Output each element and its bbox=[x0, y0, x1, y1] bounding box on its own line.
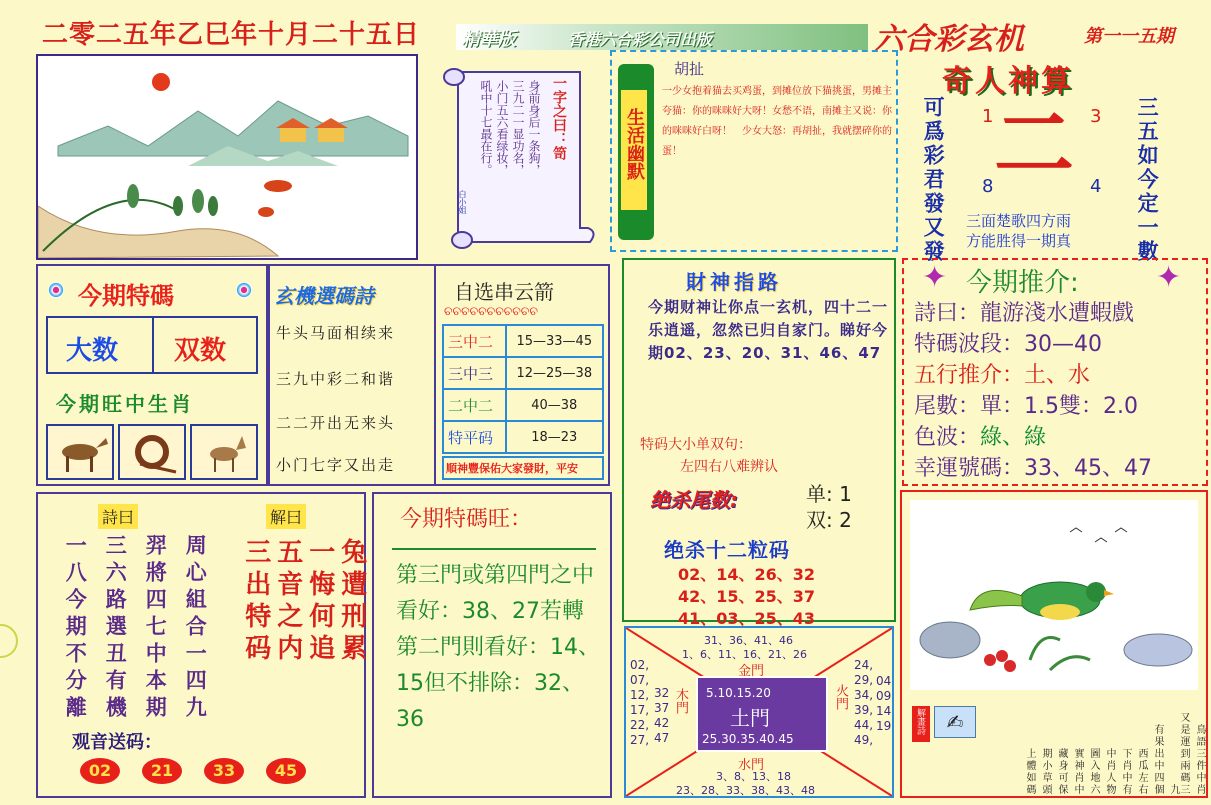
tema-big: 大数 bbox=[66, 336, 119, 366]
men-num: 17, bbox=[630, 703, 650, 717]
kill12-row: 42、15、25、37 bbox=[678, 587, 816, 606]
tema-panel bbox=[36, 264, 268, 486]
row-value: 15—33—45 bbox=[506, 325, 603, 357]
poem-col: 周心組合一四九 bbox=[183, 534, 209, 723]
kill12-row: 02、14、26、32 bbox=[678, 565, 816, 584]
row-key: 特平码 bbox=[443, 421, 506, 453]
tuijie-row bbox=[914, 358, 1090, 389]
wang-title: 今期特碼旺： bbox=[400, 507, 533, 532]
poem-panel bbox=[36, 492, 366, 798]
men-num: 27, bbox=[630, 733, 650, 747]
qiren-line-1: 三面楚歌四方雨 bbox=[966, 212, 1072, 230]
tuijie-title: 今期推介: bbox=[966, 268, 1079, 298]
tema-title: 今期特碼 bbox=[78, 282, 174, 310]
xuanji-panel bbox=[268, 264, 436, 486]
men-num: 29, bbox=[854, 673, 874, 687]
men-num: 22, bbox=[630, 718, 650, 732]
scroll-col-3: 三九二一显功名， bbox=[511, 80, 525, 176]
poem-col: 一八今期不分離 bbox=[63, 534, 89, 723]
jie-col: 三出特码 bbox=[240, 538, 271, 666]
caishen-body: 今期财神让你点一玄机，四十二一乐逍遥，忽然已归自家门。睇好今期02、23、20、31、46、47 bbox=[648, 298, 889, 362]
table-row bbox=[443, 325, 603, 357]
wang-panel bbox=[372, 492, 612, 798]
number-ball: 45 bbox=[266, 758, 306, 784]
zodiac-snake bbox=[118, 424, 186, 480]
men-left-nums2 bbox=[654, 686, 669, 746]
tuijie-row bbox=[914, 296, 1134, 327]
humor-tag-box bbox=[618, 64, 654, 240]
humor-tag: 生活幽默 bbox=[624, 108, 645, 180]
sparkle-icon: ✦ bbox=[1156, 260, 1182, 295]
xuanji-line: 三九中彩二和谐 bbox=[276, 370, 396, 388]
date-header: 二零二五年乙巳年十月二十五日 bbox=[42, 20, 421, 50]
target-icon bbox=[48, 282, 64, 298]
men-right-nums bbox=[854, 658, 873, 748]
men-center-bot: 25.30.35.40.45 bbox=[702, 732, 794, 746]
zodiac-goat bbox=[190, 424, 258, 480]
guanyin-label: 观音送码： bbox=[72, 732, 162, 753]
qiren-center: 二 bbox=[994, 97, 1074, 191]
jie-col: 一悔何追 bbox=[304, 538, 335, 666]
publisher-label: 香港六合彩公司出版 bbox=[568, 30, 713, 49]
zodiac-horse bbox=[46, 424, 114, 480]
men-bot-nums2: 23、28、33、38、43、48 bbox=[676, 784, 815, 797]
tuijie-value: 土、水 bbox=[1024, 363, 1091, 388]
kill12-title: 绝杀十二粒码 bbox=[664, 538, 790, 562]
scroll-col-1: 一字之曰：笥 bbox=[551, 76, 567, 160]
men-num: 42 bbox=[654, 716, 670, 730]
caishen-panel bbox=[622, 258, 896, 628]
jiehua-col: 圖入地六 bbox=[1088, 748, 1099, 796]
men-right-label: 火門 bbox=[833, 684, 848, 710]
jie-col: 兔遭刑累 bbox=[336, 538, 367, 666]
bird-picture bbox=[910, 500, 1198, 690]
table-row bbox=[443, 357, 603, 389]
qiren-title: 奇人神算 bbox=[942, 64, 1074, 99]
brand-title: 六合彩玄机 bbox=[874, 22, 1024, 57]
zixuan-panel bbox=[434, 264, 610, 486]
row-value: 40—38 bbox=[506, 389, 603, 421]
kill-tail-title: 绝杀尾数: bbox=[650, 488, 738, 512]
caishen-sub2: 左四右八难辨认 bbox=[680, 459, 778, 475]
wang-text: 第三門或第四門之中看好：38、27若轉第二門則看好：14、15但不排除：32、36 bbox=[396, 563, 600, 732]
jiehua-col: 下肖中有 bbox=[1120, 748, 1131, 796]
men-bot-nums: 3、8、13、18 bbox=[716, 770, 791, 783]
jie-label: 解曰 bbox=[266, 504, 306, 529]
tuijie-key: 詩曰： bbox=[914, 301, 981, 326]
men-top-label: 金門 bbox=[738, 664, 765, 679]
caishen-title: 財神指路 bbox=[686, 270, 782, 294]
number-ball: 33 bbox=[204, 758, 244, 784]
row-key: 三中二 bbox=[443, 325, 506, 357]
scroll-seal: 白小姐 bbox=[458, 190, 467, 214]
men-num: 14 bbox=[876, 704, 892, 718]
men-num: 07, bbox=[630, 673, 650, 687]
jiehua-col: 又是運到兩碼三九 bbox=[1168, 712, 1189, 796]
zixuan-spirals: ଚଚଚଚଚଚଚଚଚଚଚ bbox=[444, 304, 538, 318]
row-value: 18—23 bbox=[506, 421, 603, 453]
qiren-num-3: 3 bbox=[1090, 106, 1102, 127]
humor-body: 一少女抱着猫去买鸡蛋，到摊位放下猫挑蛋，男摊主夸猫：你的咪咪好大呀！女愁不语，南摊主又说：你的咪咪好白呀！ 少女大怒：再胡扯，我就摆碎你的蛋！ bbox=[662, 86, 892, 157]
tuijie-row bbox=[914, 327, 1102, 358]
humor-panel bbox=[610, 50, 898, 252]
kill12-row: 41、03、25、43 bbox=[678, 609, 816, 628]
caishen-sub1: 特码大小单双句： bbox=[640, 437, 752, 453]
tema-wang: 今期旺中生肖 bbox=[56, 392, 194, 416]
edition-banner bbox=[456, 24, 868, 50]
xuanji-line: 小门七字又出走 bbox=[276, 456, 396, 474]
men-left-nums bbox=[630, 658, 649, 748]
men-num: 44, bbox=[854, 718, 874, 732]
qiren-left: 可爲彩君發又發 bbox=[921, 96, 947, 264]
jiehua-panel bbox=[900, 490, 1208, 798]
hand-icon: ✍ bbox=[934, 706, 976, 738]
men-num: 09 bbox=[876, 689, 892, 703]
humor-title: 胡扯 bbox=[674, 60, 705, 78]
scroll-col-5: 吼中十七最在行。 bbox=[479, 80, 493, 176]
jiehua-tag-box bbox=[912, 706, 930, 742]
number-ball: 02 bbox=[80, 758, 120, 784]
jiehua-col: 中肖人物 bbox=[1104, 748, 1115, 796]
jiehua-tag: 解畫詩 bbox=[915, 708, 925, 735]
men-num: 04 bbox=[876, 674, 892, 688]
kill-single: 单: 1 bbox=[806, 482, 852, 506]
table-row bbox=[443, 389, 603, 421]
men-num: 39, bbox=[854, 703, 874, 717]
men-center-label: 土門 bbox=[730, 706, 770, 730]
target-icon bbox=[236, 282, 252, 298]
tuijie-key: 幸運號碼： bbox=[914, 456, 1025, 481]
xuanji-line: 二二开出无来头 bbox=[276, 414, 396, 432]
tuijie-key: 色波： bbox=[914, 425, 981, 450]
tuijie-key: 五行推介： bbox=[914, 363, 1025, 388]
jiehua-col: 西瓜左右 bbox=[1136, 748, 1147, 796]
zixuan-title: 自选串云箭 bbox=[454, 280, 554, 304]
tuijie-key: 特碼波段： bbox=[914, 332, 1025, 357]
men-left-label: 木門 bbox=[673, 688, 688, 714]
guanyin-balls bbox=[80, 758, 328, 784]
qiren-right: 三五如今定一數 bbox=[1135, 96, 1161, 264]
jie-col: 五音之内 bbox=[272, 538, 303, 666]
tuijie-value: 龍游淺水遭蝦戲 bbox=[980, 301, 1135, 326]
jiehua-col: 藏身可保 bbox=[1056, 748, 1067, 796]
men-num: 24, bbox=[854, 658, 874, 672]
issue-number: 第一一五期 bbox=[1084, 26, 1174, 47]
tuijie-row bbox=[914, 420, 1046, 451]
number-ball: 21 bbox=[142, 758, 182, 784]
jiehua-col: 鳥語三件中肖 bbox=[1194, 724, 1205, 796]
tuijie-panel bbox=[902, 258, 1208, 486]
men-num: 02, bbox=[630, 658, 650, 672]
qiren-num-1: 1 bbox=[982, 106, 994, 127]
qiren-num-8: 8 bbox=[982, 176, 994, 197]
men-num: 34, bbox=[854, 688, 874, 702]
table-row bbox=[443, 421, 603, 453]
jiehua-cols bbox=[982, 706, 1204, 796]
qiren-line-2: 方能胜得一期真 bbox=[966, 232, 1072, 250]
landscape-picture bbox=[36, 54, 418, 260]
tuijie-row bbox=[914, 451, 1152, 482]
men-num: 47 bbox=[654, 731, 670, 745]
row-key: 二中二 bbox=[443, 389, 506, 421]
jiehua-col: 有果出中四個 bbox=[1152, 724, 1163, 796]
tuijie-value: 單：1.5雙：2.0 bbox=[980, 394, 1138, 419]
sparkle-icon: ✦ bbox=[922, 260, 948, 295]
xuanji-title: 玄機選碼詩 bbox=[274, 284, 374, 308]
men-top-nums2: 1、6、11、16、21、26 bbox=[682, 648, 807, 661]
men-num: 12, bbox=[630, 688, 650, 702]
shi-label: 詩曰 bbox=[98, 504, 138, 529]
men-right-nums2 bbox=[876, 674, 891, 734]
scroll-col-2: 身前身后一条狗， bbox=[527, 80, 541, 176]
jiehua-col: 上體如碼 bbox=[1024, 748, 1035, 796]
edition-label: 精華版 bbox=[462, 29, 516, 50]
tuijie-row bbox=[914, 389, 1138, 420]
scroll-col-4: 小门五六看绿妆， bbox=[495, 80, 509, 176]
row-key: 三中三 bbox=[443, 357, 506, 389]
tema-even: 双数 bbox=[174, 336, 227, 366]
men-bot-label: 水門 bbox=[738, 758, 765, 773]
jiehua-col: 實神肖中 bbox=[1072, 748, 1083, 796]
tuijie-key: 尾數： bbox=[914, 394, 981, 419]
zixuan-footer: 順神豐保佑大家發財，平安 bbox=[442, 456, 604, 480]
men-num: 32 bbox=[654, 686, 670, 700]
men-num: 49, bbox=[854, 733, 874, 747]
jiehua-col: 期小草頭 bbox=[1040, 748, 1051, 796]
poem-col: 羿將四七中本期 bbox=[143, 534, 169, 723]
men-num: 37 bbox=[654, 701, 670, 715]
xuanji-line: 牛头马面相续来 bbox=[276, 324, 396, 342]
row-value: 12—25—38 bbox=[506, 357, 603, 389]
poem-col: 三六路選丑有機 bbox=[103, 534, 129, 723]
men-center-top: 5.10.15.20 bbox=[706, 686, 771, 700]
kill-double: 双: 2 bbox=[806, 508, 852, 532]
qiren-num-4: 4 bbox=[1090, 176, 1102, 197]
tuijie-value: 33、45、47 bbox=[1024, 456, 1152, 481]
tuijie-value: 30—40 bbox=[1024, 332, 1103, 357]
men-num: 19 bbox=[876, 719, 892, 733]
tuijie-value: 綠、綠 bbox=[980, 425, 1047, 450]
men-top-nums: 31、36、41、46 bbox=[704, 634, 793, 647]
ring-decoration bbox=[0, 624, 18, 658]
zixuan-table bbox=[442, 324, 604, 454]
scroll-panel bbox=[440, 62, 598, 250]
men-panel bbox=[624, 626, 894, 798]
